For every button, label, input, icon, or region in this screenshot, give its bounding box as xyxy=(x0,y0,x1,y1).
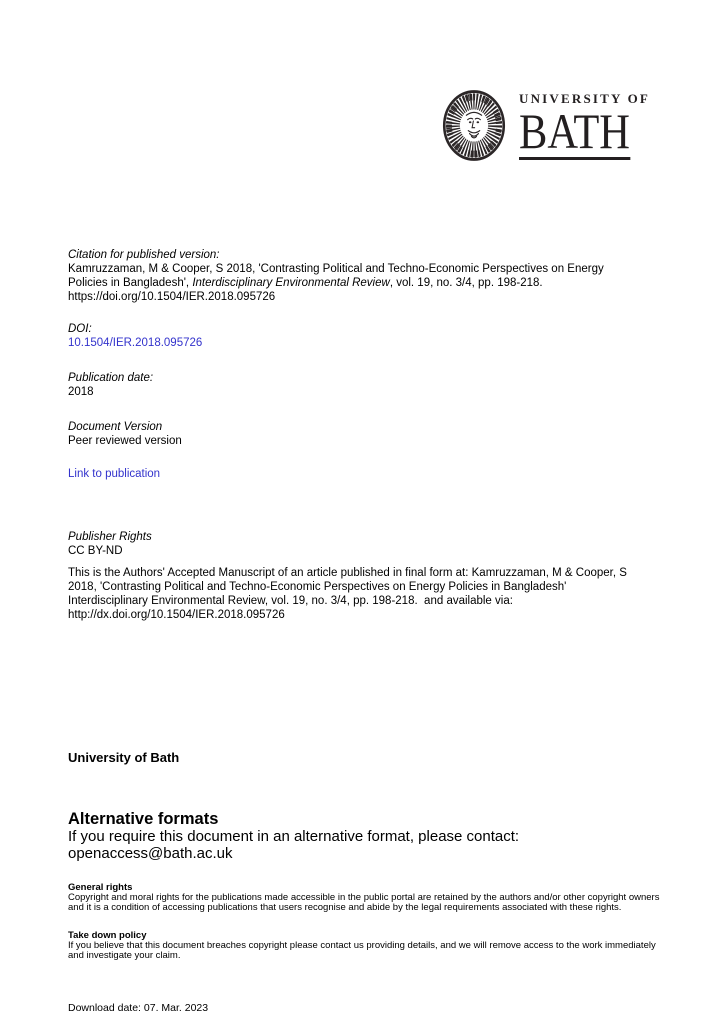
citation-line-2-post: , vol. 19, no. 3/4, pp. 198-218. xyxy=(389,277,543,289)
take-down-policy-heading: Take down policy xyxy=(68,930,147,941)
bath-sun-face-medallion-icon xyxy=(442,89,506,162)
publisher-rights-statement-line-4: http://dx.doi.org/10.1504/IER.2018.095726 xyxy=(68,609,285,621)
citation-label: Citation for published version: xyxy=(68,249,220,261)
document-version-section xyxy=(68,420,182,448)
general-rights-section xyxy=(68,883,659,913)
alternative-formats-email: openaccess@bath.ac.uk xyxy=(68,845,233,862)
general-rights-heading: General rights xyxy=(68,882,133,893)
take-down-policy-line-1: If you believe that this document breaches copyright please contact us providing details, and we will remove access to the work immediately xyxy=(68,940,656,951)
publisher-rights-statement xyxy=(68,566,627,622)
doi-link[interactable]: 10.1504/IER.2018.095726 xyxy=(68,337,203,349)
alternative-formats-heading: Alternative formats xyxy=(68,810,219,828)
publication-date-value: 2018 xyxy=(68,386,94,398)
logo-wordmark xyxy=(519,92,650,160)
citation-line-1: Kamruzzaman, M & Cooper, S 2018, 'Contrasting Political and Techno-Economic Perspectives on Energy xyxy=(68,263,604,275)
publisher-rights-label: Publisher Rights xyxy=(68,531,152,543)
alternative-formats-line-1: If you require this document in an alternative format, please contact: xyxy=(68,828,520,845)
publisher-rights-statement-line-2: 2018, 'Contrasting Political and Techno-Economic Perspectives on Energy Policies in Bangladesh' xyxy=(68,581,567,593)
doi-label: DOI: xyxy=(68,323,92,335)
take-down-policy-line-2: and investigate your claim. xyxy=(68,950,181,961)
document-version-value: Peer reviewed version xyxy=(68,435,182,447)
link-to-publication[interactable]: Link to publication xyxy=(68,468,161,480)
download-date: Download date: 07. Mar. 2023 xyxy=(68,1002,209,1014)
publication-date-section xyxy=(68,371,153,399)
doi-section xyxy=(68,322,202,350)
citation-doi-url: https://doi.org/10.1504/IER.2018.095726 xyxy=(68,291,276,303)
publication-date-label: Publication date: xyxy=(68,372,154,384)
alternative-formats-section xyxy=(68,810,519,862)
general-rights-line-2: and it is a condition of accessing publications that users recognise and abide by the legal requirements associated with these rights. xyxy=(68,902,622,913)
link-to-publication-section xyxy=(68,467,160,481)
citation-journal-title: Interdisciplinary Environmental Review xyxy=(192,277,390,289)
publisher-rights-section xyxy=(68,530,152,558)
citation-line-2 xyxy=(68,276,604,290)
take-down-policy-section xyxy=(68,931,656,961)
logo-bath-text: BATH xyxy=(519,103,630,159)
university-name-heading: University of Bath xyxy=(68,750,180,765)
citation-section xyxy=(68,248,604,304)
document-version-label: Document Version xyxy=(68,421,163,433)
publisher-rights-statement-line-1: This is the Authors' Accepted Manuscript of an article published in final form at: Kamruzzaman, M & Cooper, S xyxy=(68,567,627,579)
citation-line-2-pre: Policies in Bangladesh', xyxy=(68,277,193,289)
general-rights-line-1: Copyright and moral rights for the publications made accessible in the public portal are retained by the authors and/or other copyright owners xyxy=(68,892,660,903)
logo-university-of-text: UNIVERSITY OF xyxy=(519,91,651,106)
publisher-rights-statement-line-3: Interdisciplinary Environmental Review, vol. 19, no. 3/4, pp. 198-218. and available via: xyxy=(68,595,513,607)
publisher-rights-license: CC BY-ND xyxy=(68,545,123,557)
